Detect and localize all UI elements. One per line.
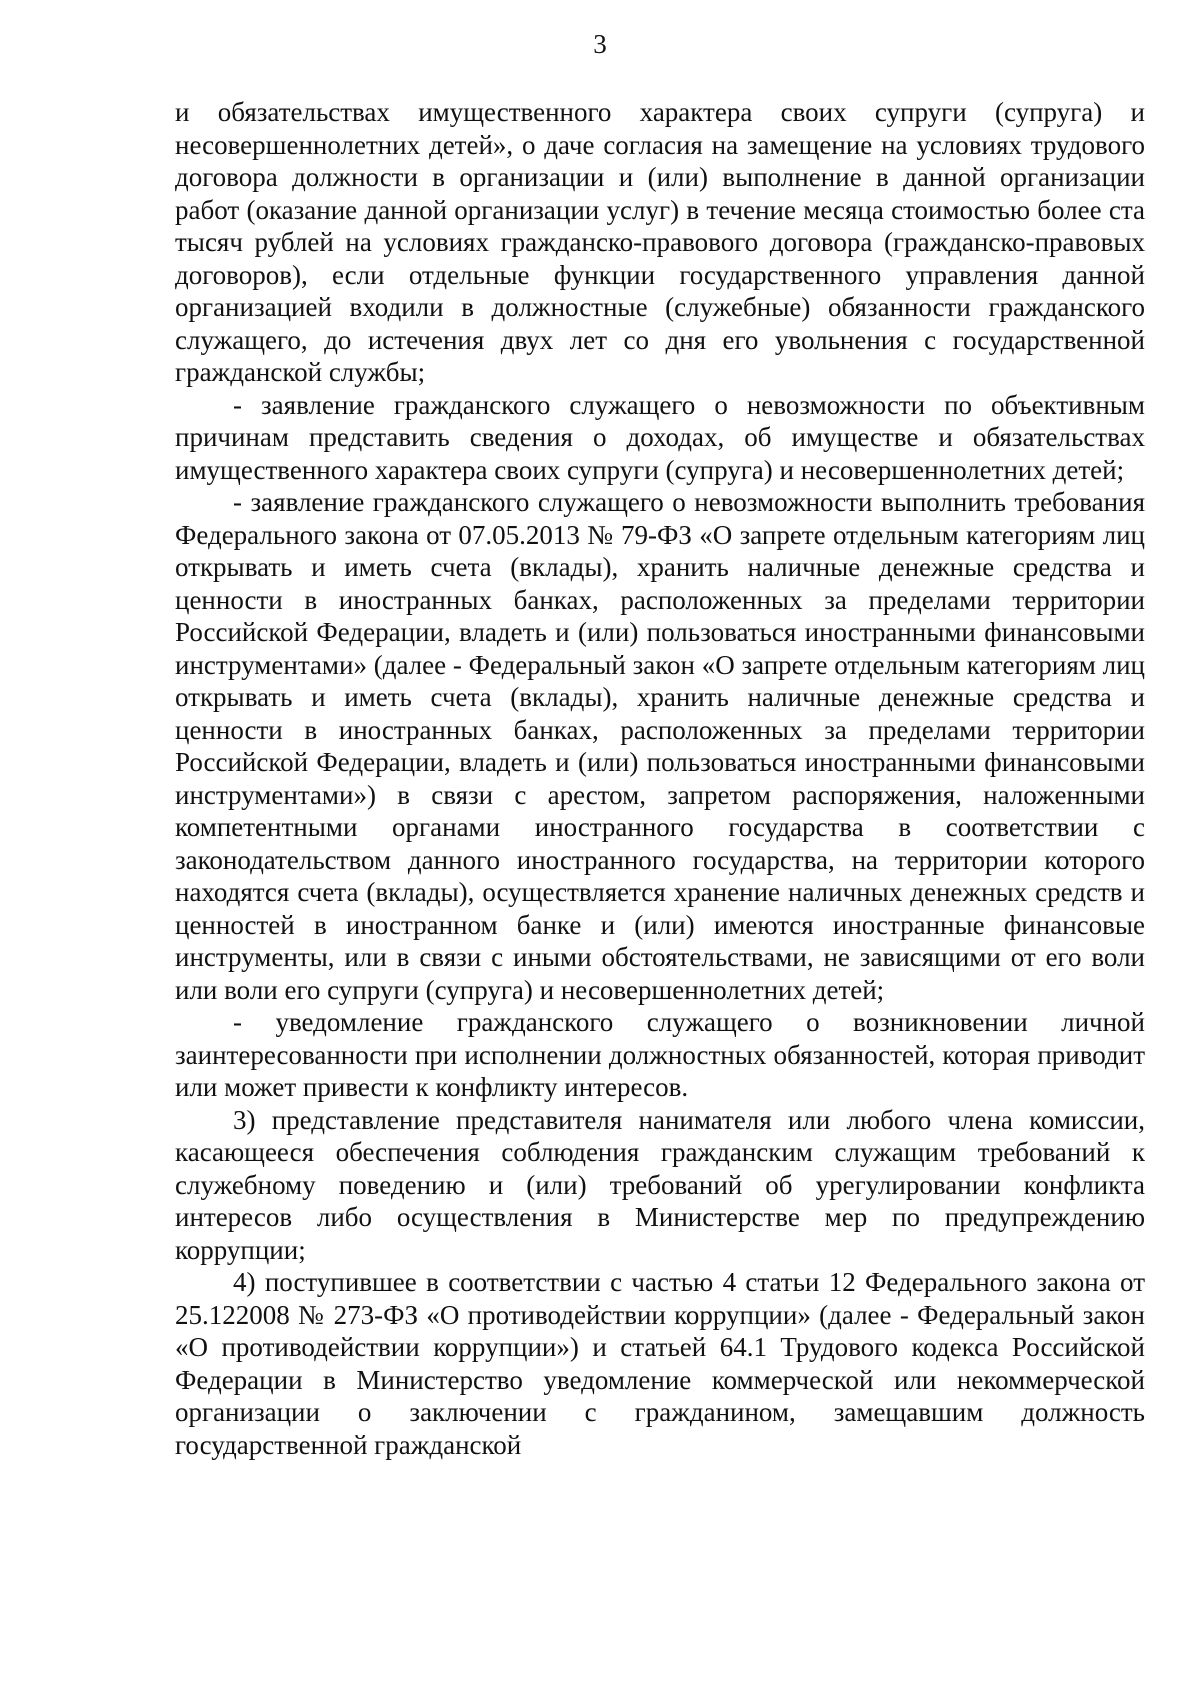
paragraph-item-statement-reporting: - заявление гражданского служащего о невозможности по объективным причинам представить сведения о доходах, об имуществе и обязательствах имущественного характера своих супруги (супруга) и несовершеннолетних детей; [175, 389, 1145, 485]
paragraph-point-3: 3) представление представителя нанимателя или любого члена комиссии, касающееся обеспечения соблюдения гражданским служащим требований к служебному поведению и (или) требований об урегулировании конфликта интересов либо осуществления в Министерстве мер по предупреждению коррупции; [175, 1104, 1145, 1265]
document-body [175, 96, 1145, 1461]
paragraph-item-notification-conflict: - уведомление гражданского служащего о возникновении личной заинтересованности при исполнении должностных обязанностей, которая приводит или может привести к конфликту интересов. [175, 1007, 1145, 1102]
paragraph-item-statement-foreign-accounts: - заявление гражданского служащего о невозможности выполнить требования Федерального закона от 07.05.2013 № 79-ФЗ «О запрете отдельным категориям лиц открывать и иметь счета (вклады), хранить наличные денежные средства и ценности в иностранных банках, расположенных за пределами территории Российской Федерации, владеть и (или) пользоваться иностранными финансовыми инструментами» (далее - Федеральный закон «О запрете отдельным категориям лиц открывать и иметь счета (вклады), хранить наличные денежные средства и ценности в иностранных банках, расположенных за пределами территории Российской Федерации, владеть и (или) пользоваться иностранными финансовыми инструментами») в связи с арестом, запретом распоряжения, наложенными компетентными органами иностранного государства в соответствии с законодательством данного иностранного государства, на территории которого находятся счета (вклады), осуществляется хранение наличных денежных средств и ценностей в иностранном банке и (или) имеются иностранные финансовые инструменты, или в связи с иными обстоятельствами, не зависящими от его воли или воли его супруги (супруга) и несовершеннолетних детей; [175, 487, 1145, 1005]
paragraph-point-4: 4) поступившее в соответствии с частью 4 статьи 12 Федерального закона от 25.122008 № 273-ФЗ «О противодействии коррупции» (далее - Федеральный закон «О противодействии коррупции») и статьей 64.1 Трудового кодекса Российской Федерации в Министерство уведомление коммерческой или некоммерческой организации о заключении с гражданином, замещавшим должность государственной гражданской [175, 1267, 1145, 1460]
page-number: 3 [593, 29, 607, 59]
paragraph-continuation: и обязательствах имущественного характера своих супруги (супруга) и несовершеннолетних детей», о даче согласия на замещение на условиях трудового договора должности в организации и (или) выполнение в данной организации работ (оказание данной организации услуг) в течение месяца стоимостью более ста тысяч рублей на условиях гражданско-правового договора (гражданско-правовых договоров), если отдельные функции государственного управления данной организацией входили в должностные (служебные) обязанности гражданского служащего, до истечения двух лет со дня его увольнения с государственной гражданской службы; [175, 97, 1145, 387]
